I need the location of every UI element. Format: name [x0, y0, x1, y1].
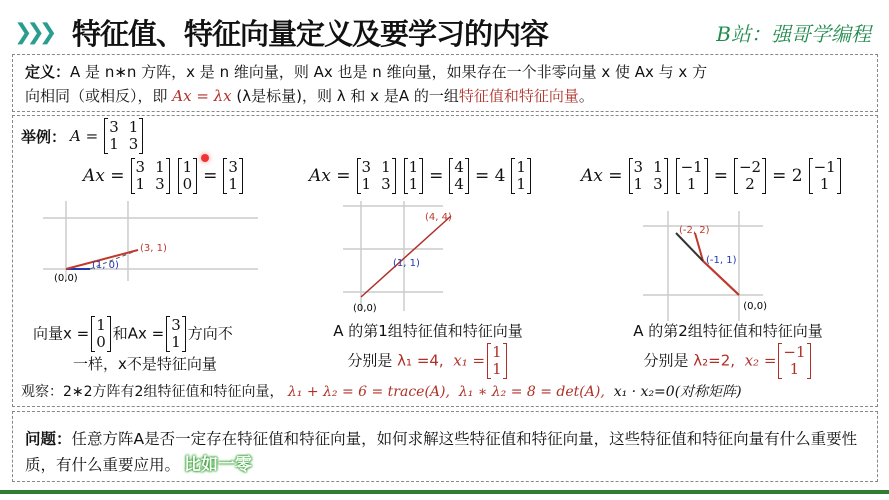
bottom-bar	[0, 490, 889, 494]
equation-2: Ax = 3 1 1 3 1 1 = 4 4 = 4 1 1	[309, 158, 533, 194]
caption-1: 向量x = 1 0 和Ax = 3 1 方向不 一样，x不是特征向量	[33, 316, 233, 373]
svg-text:(1, 1): (1, 1)	[393, 258, 420, 269]
caption-3: A 的第2组特征值和特征向量 分别是 λ₂=2, x₂ = −1 1	[633, 322, 823, 378]
svg-text:(1, 0): (1, 0)	[92, 260, 119, 271]
question-label: 问题：	[25, 430, 72, 448]
chevron-icon: ❯❯❯	[14, 20, 52, 45]
graph-2	[343, 201, 452, 316]
definition-text-3: (λ是标量)，则 λ 和 x 是A 的一组	[231, 87, 459, 105]
equation-1: Ax = 3 1 1 3 1 0 = 3 1	[83, 158, 245, 194]
a-label: A =	[70, 127, 99, 145]
example-box	[12, 115, 878, 407]
svg-text:(4, 4): (4, 4)	[425, 212, 452, 223]
svg-text:(-2, 2): (-2, 2)	[679, 225, 710, 236]
cursor-dot	[201, 154, 209, 162]
question-tag: 比如一零	[184, 455, 253, 475]
example-label: 举例：	[21, 127, 67, 146]
graph-1	[38, 201, 258, 284]
observation: 观察：2∗2方阵有2组特征值和特征向量， λ₁ + λ₂ = 6 = trace(A), λ₁ ∗ λ₂ = 8 = det(A), x₁ · x₂=0(对称矩阵)	[21, 384, 742, 400]
example-matrix	[21, 118, 145, 154]
definition-end: 。	[578, 87, 594, 105]
definition-text-2: 向相同（或相反），即	[25, 87, 173, 105]
svg-text:(0,0): (0,0)	[54, 273, 78, 284]
caption-2: A 的第1组特征值和特征向量 分别是 λ₁ =4, x₁ = 1 1	[333, 322, 523, 378]
definition-formula: Ax = λx	[172, 87, 232, 105]
definition-label: 定义：	[25, 63, 71, 81]
matrix-a: 3 1 1 3	[104, 118, 143, 154]
svg-text:(0,0): (0,0)	[353, 303, 377, 314]
page-title: 特征值、特征向量定义及要学习的内容	[72, 17, 549, 51]
definition-box	[12, 54, 878, 112]
svg-text:(0,0): (0,0)	[743, 301, 767, 312]
question-box	[12, 411, 878, 482]
graph-3	[643, 211, 767, 321]
definition-text: A 是 n∗n 方阵，x 是 n 维向量，则 Ax 也是 n 维向量，如果存在一个非零向量 x 使 Ax 与 x 方	[70, 63, 708, 81]
equation-3: Ax = 3 1 1 3 −1 1 = −2 2 = 2 −1 1	[581, 158, 843, 194]
definition-highlight: 特征值和特征向量	[458, 87, 579, 105]
svg-text:(-1, 1): (-1, 1)	[706, 255, 737, 266]
brand-label: B站：强哥学编程	[716, 22, 871, 46]
question-text: 任意方阵A是否一定存在特征值和特征向量，如何求解这些特征值和特征向量，这些特征值和特征向量有什么重要性质，有什么重要应用。	[25, 430, 858, 474]
svg-text:(3, 1): (3, 1)	[140, 243, 167, 254]
